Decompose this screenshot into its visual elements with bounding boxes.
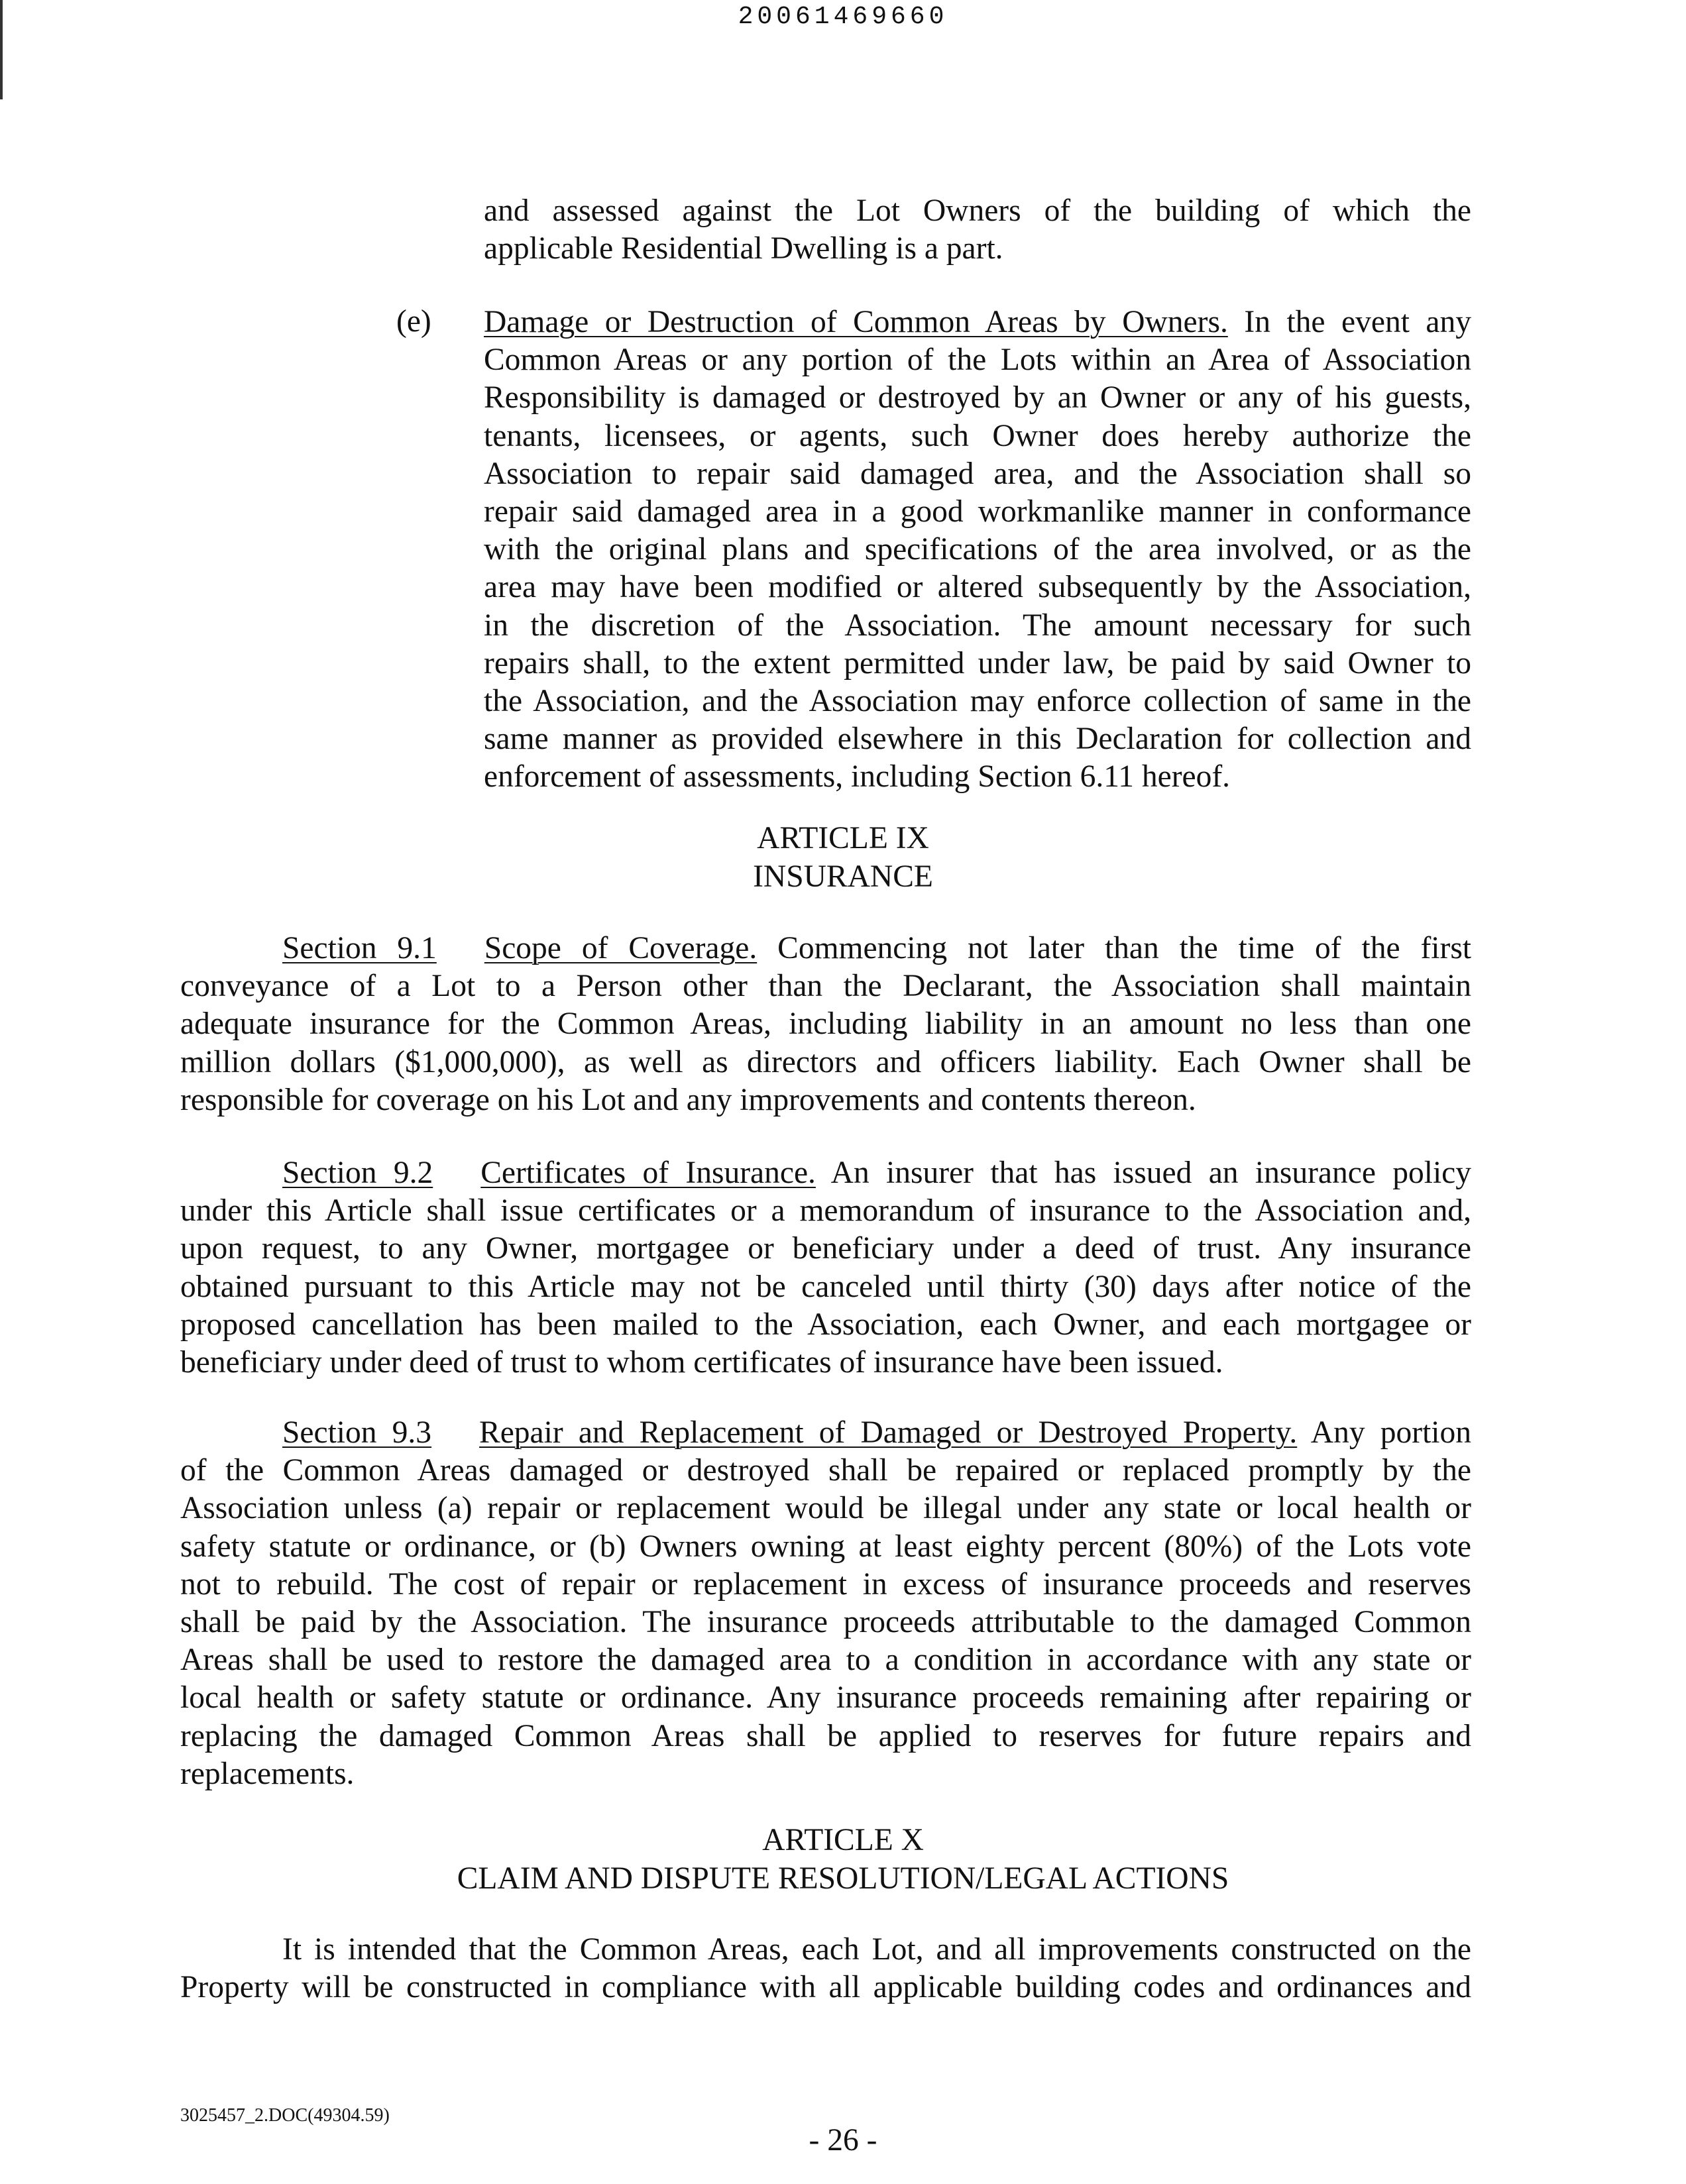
paragraph-text: An insurer that has issued an insurance policy [830, 1156, 1471, 1190]
paragraph-line: shall be paid by the Association. The insurance proceeds attributable to the damaged Common [180, 1605, 1471, 1640]
continued-paragraph [484, 192, 1471, 268]
paragraph-line: proposed cancellation has been mailed to the Association, each Owner, and each mortgagee or [180, 1307, 1471, 1342]
paragraph-line: local health or safety statute or ordinance. Any insurance proceeds remaining after repairing or [180, 1680, 1471, 1716]
paragraph-text: Any portion [1310, 1415, 1471, 1450]
article-x-intro [180, 1931, 1471, 2006]
recording-number: 20061469660 [738, 3, 948, 31]
paragraph-line: beneficiary under deed of trust to whom certificates of insurance have been issued. [180, 1345, 1223, 1380]
paragraph-line: area may have been modified or altered subsequently by the Association, [484, 570, 1471, 605]
paragraph-line: tenants, licensees, or agents, such Owner does hereby authorize the [484, 418, 1471, 453]
paragraph-line: applicable Residential Dwelling is a part. [484, 231, 1003, 266]
paragraph-line: upon request, to any Owner, mortgagee or beneficiary under a deed of trust. Any insurance [180, 1231, 1471, 1266]
article-x-heading [0, 1821, 1686, 1898]
paragraph-line: repairs shall, to the extent permitted under law, be paid by said Owner to [484, 645, 1471, 681]
page-number: - 26 - [809, 2123, 877, 2157]
paragraph-line: in the discretion of the Association. The amount necessary for such [484, 608, 1471, 643]
paragraph-line: obtained pursuant to this Article may not be canceled until thirty (30) days after notice of the [180, 1269, 1471, 1304]
paragraph-line: safety statute or ordinance, or (b) Owners owning at least eighty percent (80%) of the Lots vote [180, 1529, 1471, 1564]
paragraph-line: under this Article shall issue certificates or a memorandum of insurance to the Association and, [180, 1193, 1471, 1228]
paragraph-line: replacing the damaged Common Areas shall be applied to reserves for future repairs and [180, 1718, 1471, 1753]
article-number: ARTICLE X [762, 1823, 924, 1857]
paragraph-line: repair said damaged area in a good workmanlike manner in conformance [484, 494, 1471, 529]
section-number: Section 9.1 [282, 931, 437, 965]
paragraph-line: Association unless (a) repair or replacement would be illegal under any state or local health or [180, 1491, 1471, 1526]
paragraph-line: responsible for coverage on his Lot and any improvements and contents thereon. [180, 1082, 1196, 1117]
paragraph-line: enforcement of assessments, including Section 6.11 hereof. [484, 759, 1231, 794]
section-title: Certificates of Insurance. [480, 1156, 816, 1190]
paragraph-text: It is intended that the Common Areas, each Lot, and all improvements constructed on the [282, 1932, 1471, 1967]
paragraph-line [180, 1414, 1471, 1452]
paragraph-line: Common Areas or any portion of the Lots within an Area of Association [484, 343, 1471, 378]
section-title: Scope of Coverage. [484, 931, 758, 965]
paragraph-line: of the Common Areas damaged or destroyed shall be repaired or replaced promptly by the [180, 1453, 1471, 1488]
paragraph-line: with the original plans and specifications of the area involved, or as the [484, 532, 1471, 567]
article-number: ARTICLE IX [757, 821, 929, 855]
item-e-paragraph [484, 303, 1471, 796]
paragraph-line: same manner as provided elsewhere in this Declaration for collection and [484, 722, 1471, 757]
paragraph-text: Commencing not later than the time of the first [777, 931, 1471, 965]
paragraph-line: Property will be constructed in compliance with all applicable building codes and ordinances and [180, 1970, 1471, 2005]
paragraph-line [180, 1931, 1471, 1969]
paragraph-text: In the event any [1244, 305, 1472, 339]
paragraph-line: conveyance of a Lot to a Person other than the Declarant, the Association shall maintain [180, 969, 1471, 1004]
paragraph-line [180, 1154, 1471, 1192]
paragraph-line: Responsibility is damaged or destroyed by an Owner or any of his guests, [484, 380, 1471, 415]
paragraph-line: not to rebuild. The cost of repair or replacement in excess of insurance proceeds and reserves [180, 1566, 1471, 1602]
document-reference: 3025457_2.DOC(49304.59) [180, 2105, 390, 2126]
paragraph-line: adequate insurance for the Common Areas, including liability in an amount no less than one [180, 1007, 1471, 1042]
section-9-2 [180, 1154, 1471, 1382]
article-title: INSURANCE [753, 859, 933, 894]
section-9-3 [180, 1414, 1471, 1793]
section-title: Repair and Replacement of Damaged or Destroyed Property. [479, 1415, 1298, 1450]
paragraph-line: and assessed against the Lot Owners of the building of which the [484, 193, 1471, 228]
paragraph-line: the Association, and the Association may enforce collection of same in the [484, 684, 1471, 719]
section-number: Section 9.2 [282, 1156, 433, 1190]
paragraph-line [484, 303, 1471, 341]
paragraph-line [180, 930, 1471, 967]
paragraph-line: Areas shall be used to restore the damaged area to a condition in accordance with any state or [180, 1643, 1471, 1678]
article-title: CLAIM AND DISPUTE RESOLUTION/LEGAL ACTIONS [457, 1861, 1229, 1896]
article-ix-heading [0, 819, 1686, 896]
paragraph-line: replacements. [180, 1756, 355, 1791]
paragraph-line: million dollars ($1,000,000), as well as directors and officers liability. Each Owner shall be [180, 1044, 1471, 1079]
item-e-label: (e) [396, 304, 431, 339]
section-9-1 [180, 930, 1471, 1119]
section-number: Section 9.3 [282, 1415, 432, 1450]
item-e-title: Damage or Destruction of Common Areas by Owners. [484, 305, 1228, 339]
paragraph-line: Association to repair said damaged area, and the Association shall so [484, 456, 1471, 491]
